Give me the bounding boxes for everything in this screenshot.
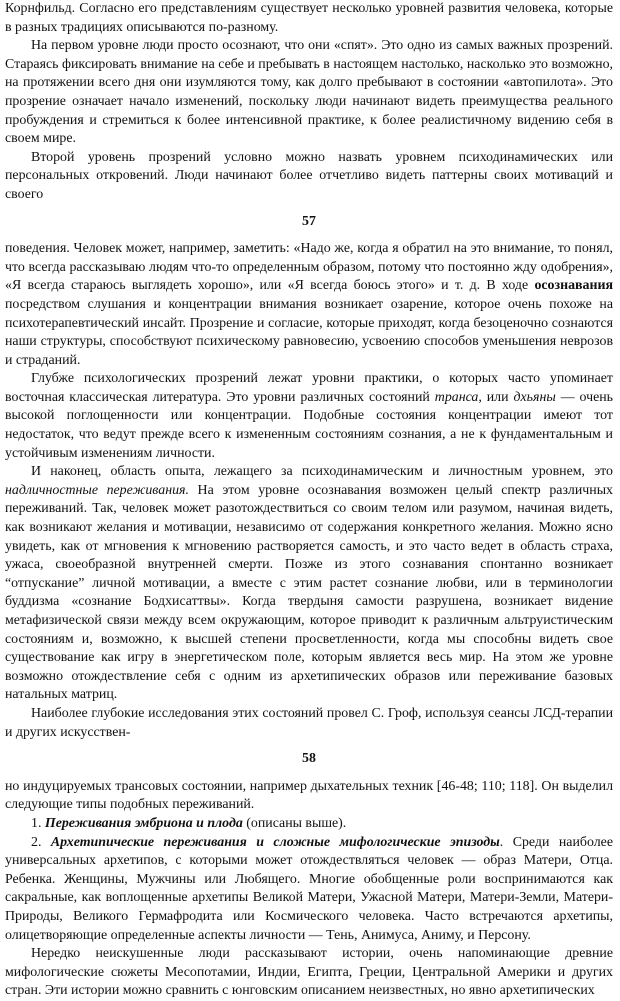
paragraph-second-level [5,149,613,205]
paragraph-text: Корнфильд. Согласно его представлениям существует несколько уровней развития человека, которые в разных традициях описываются по-разному. [5,1,613,35]
bold-term-awareness: осознавания [534,278,613,294]
paragraph-text: (описаны выше). [242,815,347,831]
list-item-2 [5,834,613,946]
italic-term-transpersonal: надличностные переживания. [5,482,189,498]
paragraph-text: На первом уровне люди просто осознают, что они «спят». Это одно из самых важных прозрений. Стараясь фиксировать внимание на себе и пребывать в настоящем настолько, насколько это возможно, на протяжении всего дня они изумляются тому, как долго пребывают в состоянии «автопилота». Это прозрение означает начало изменений, поскольку люди начинают видеть преимущества реального пробуждения и стремиться к более интенсивной практике, к более реалистичному видению себя в своем мире. [5,38,613,147]
paragraph-text: Наиболее глубокие исследования этих состояний провел С. Гроф, используя сеансы ЛСД-терапии и других искусствен- [5,705,613,740]
paragraph-first-level [5,37,613,149]
paragraph-behavior [5,240,613,370]
paragraph-text: но индуцируемых трансовых состоянии, например дыхательных техник [46-48; 110; 118]. Он выделил следующие типы подобных переживаний. [5,778,613,813]
paragraph-trance [5,370,613,463]
list-item-title: Архетипические переживания и сложные мифологические эпизоды [50,834,500,850]
paragraph-transpersonal [5,463,613,705]
page-number-57: 57 [302,213,316,229]
paragraph-text: поведения. Человек может, например, заметить: «Надо же, когда я обратил на это внимание, то понял, что всегда рассказываю людям что-то определенным образом, потому что постоянно жду одобрения», «Я всегда стараюсь выглядеть хорошо», или «Я всегда боюсь этого» и т. д. В ходе [5,241,613,294]
paragraph-grof [5,705,613,742]
paragraph-text: Глубже психологических прозрений лежат уровни практики, о которых часто упоминает восточная классическая литература. Это уровни различных состояний [5,371,613,405]
paragraph-text: И наконец, область опыта, лежащего за психодинамическим и личностным уровнем, это [31,464,613,480]
paragraph-induced-states [5,778,613,815]
italic-term-trance: транса, [434,389,482,405]
paragraph-text: Нередко неискушенные люди рассказывают истории, очень напоминающие древние мифологические сюжеты Месопотамии, Индии, Египта, Греции, Центральной Америки и других стран. Эти истории можно сравнить с юнговским описанием неизвестных, но явно архетипических [5,946,613,999]
page-number-58: 58 [302,751,316,767]
paragraph-text: . Среди наиболее универсальных архетипов, с которыми может отождествляться человек — образ Матери, Отца. Ребенка. Женщины, Мужчины или Любящего. Многие обобщенные роли воспринимаются как сакральные, как воплощенные архетипы Великой Матери, Ужасной Матери, Матери-Земли, Матери-Природы, Великого Гермафродита или Космического человека. Часто встречаются архетипы, олицетворяющие определенные аспекты личности — Тень, Анимуса, Аниму, и Персону. [5,834,613,943]
paragraph-text: — очень высокой поглощенности или концентрации. Подобные состояния концентрации имеют тот недостаток, что ведут прежде всего к измененным состояниям сознания, а не к фундаментальным и устойчивым изменениям личности. [5,389,614,461]
list-number: 1. [31,815,45,831]
paragraph-text: Второй уровень прозрений условно можно назвать уровнем психодинамических или персональных откровений. Люди начинают более отчетливо видеть паттерны своих мотиваций и своего [5,149,613,202]
document-page [5,0,613,1001]
italic-term-dhyana: дхьяны [513,389,556,405]
paragraph-myths [5,945,613,1001]
paragraph-text: На этом уровне осознавания возможен целый спектр различных переживаний. Так, человек может разотождествиться со своим телом или разумом, начиная видеть, как возникают желания и мотивации, независимо от содержания конкретного желания. Можно ясно увидеть, как от мгновения к мгновению растворяется самость, и это часто ведет в область страха, ужаса, своеобразной внутренней смерти. Позже из этого сознавания спонтанно возникает “отпускание” личной мотивации, а вместе с этим растет сознание любви, или в терминологии буддизма «сознание Бодхисаттвы». Когда твердыня самости разрушена, возникает видение метафизической связи между всем окружающим, которое приводит к различным альтруистическим состояниям и, возможно, к высшей степени просветленности, когда мы способны видеть свое существование как игру в энергетическом поле, которым является весь мир. На этом же уровне возможно отождествление себя с одним из архетипических образов или переживание базовых натальных матриц. [5,482,613,703]
paragraph-text: посредством слушания и концентрации внимания возникает озарение, которое очень похоже на психотерапевтический инсайт. Прозрение и согласие, которые приходят, когда безоценочно сознаются наши структуры, способствуют психическому равновесию, усвоению способов уменьшения неврозов и страданий. [5,296,613,368]
list-number: 2. [31,834,51,850]
paragraph-text: или [481,389,514,405]
list-item-title: Переживания эмбриона и плода [44,815,243,831]
paragraph-intro [5,0,613,37]
list-item-1 [5,815,613,834]
